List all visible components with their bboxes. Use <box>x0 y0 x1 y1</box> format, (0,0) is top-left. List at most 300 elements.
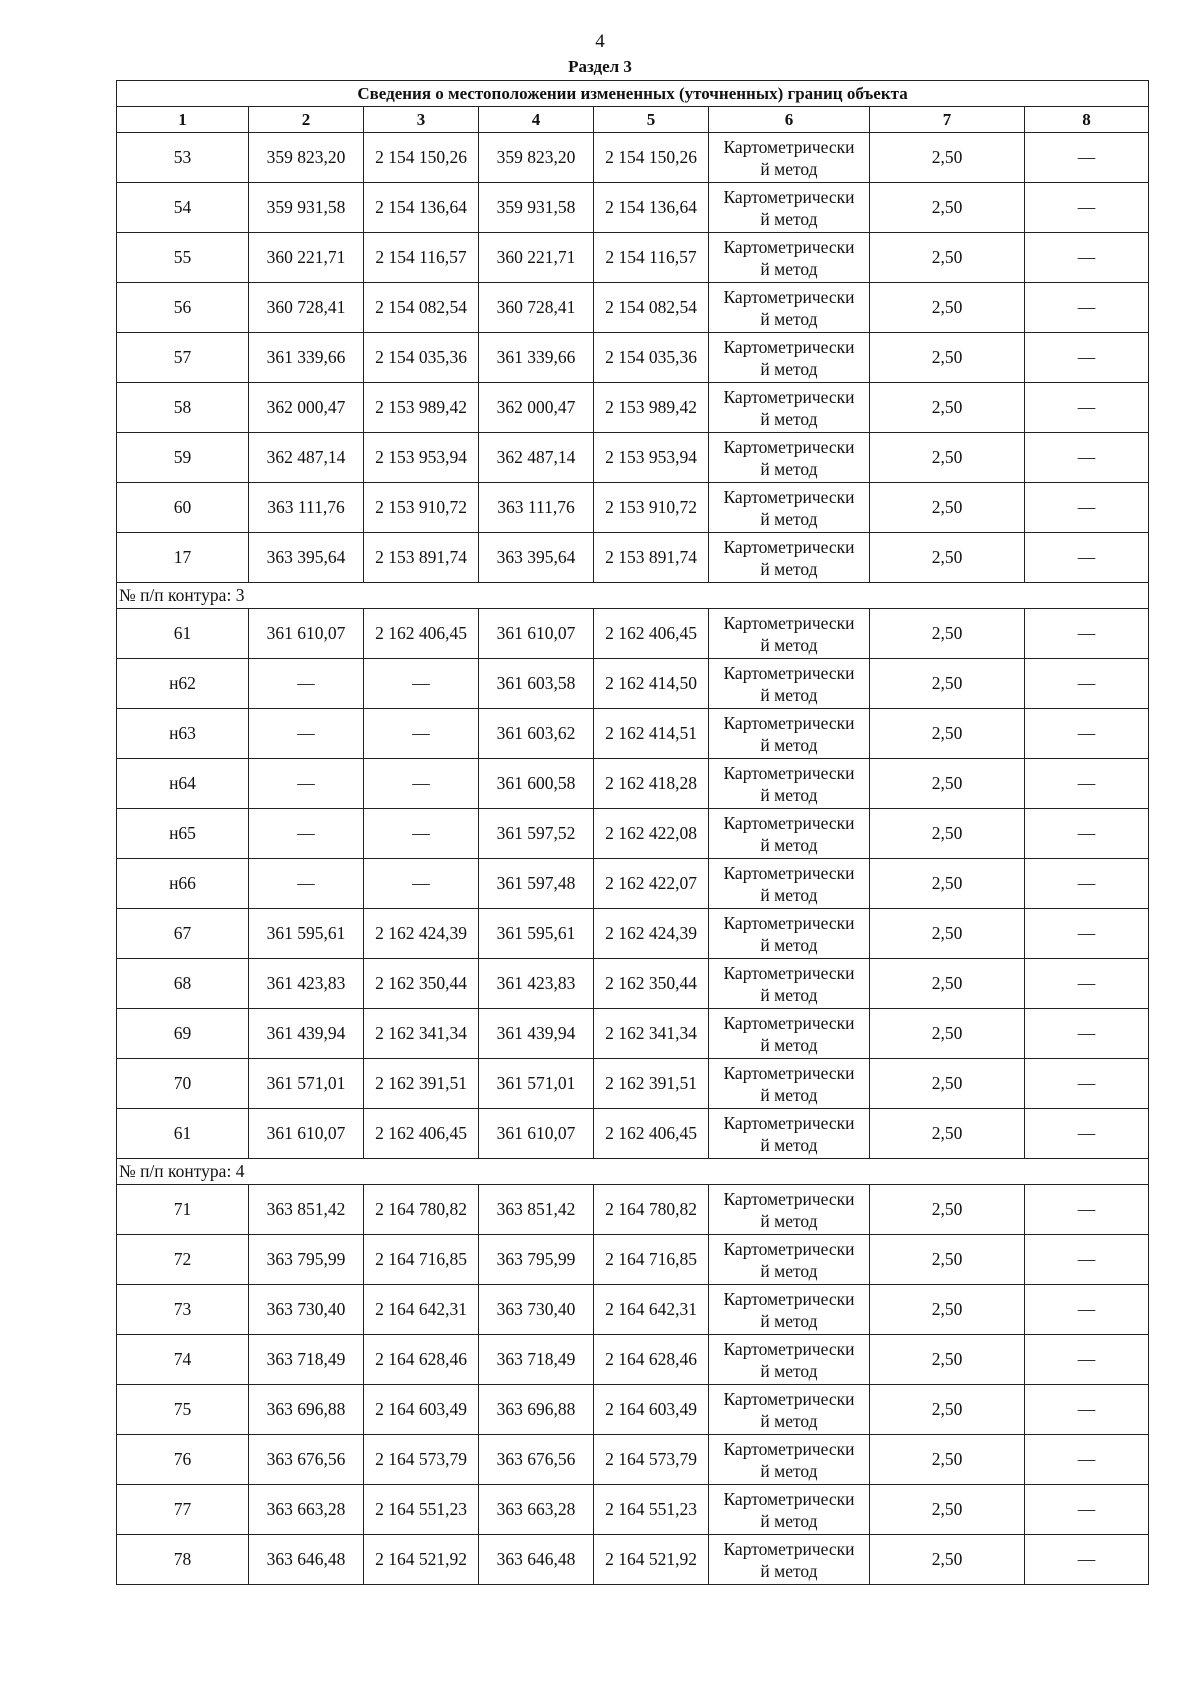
point-number-cell: 56 <box>117 283 249 333</box>
table-row <box>117 233 1149 283</box>
point-number-cell: 61 <box>117 609 249 659</box>
existing-x-cell: 363 111,76 <box>249 483 364 533</box>
accuracy-cell: 2,50 <box>870 533 1025 583</box>
point-number-cell: 76 <box>117 1435 249 1485</box>
refined-y-cell: 2 164 521,92 <box>594 1535 709 1585</box>
accuracy-cell: 2,50 <box>870 1335 1025 1385</box>
existing-y-cell: 2 164 603,49 <box>364 1385 479 1435</box>
accuracy-cell: 2,50 <box>870 859 1025 909</box>
method-cell <box>709 183 870 233</box>
refined-x-cell: 361 571,01 <box>479 1059 594 1109</box>
method-line: Картометрически <box>723 286 855 307</box>
table-row <box>117 809 1149 859</box>
existing-y-cell: — <box>364 809 479 859</box>
note-cell: — <box>1025 709 1149 759</box>
accuracy-cell: 2,50 <box>870 759 1025 809</box>
refined-x-cell: 361 610,07 <box>479 609 594 659</box>
refined-y-cell: 2 162 422,07 <box>594 859 709 909</box>
existing-y-cell: 2 162 406,45 <box>364 609 479 659</box>
column-header-row <box>117 107 1149 133</box>
existing-x-cell: 361 571,01 <box>249 1059 364 1109</box>
note-cell: — <box>1025 433 1149 483</box>
table-body <box>117 81 1149 1585</box>
method-line: й метод <box>760 1360 818 1381</box>
method-cell <box>709 659 870 709</box>
method-line: Картометрически <box>723 812 855 833</box>
accuracy-cell: 2,50 <box>870 1109 1025 1159</box>
refined-x-cell: 361 439,94 <box>479 1009 594 1059</box>
table-row <box>117 709 1149 759</box>
point-number-cell: 69 <box>117 1009 249 1059</box>
refined-x-cell: 361 339,66 <box>479 333 594 383</box>
method-cell <box>709 383 870 433</box>
refined-y-cell: 2 154 035,36 <box>594 333 709 383</box>
note-cell: — <box>1025 183 1149 233</box>
method-line: й метод <box>760 258 818 279</box>
method-line: й метод <box>760 1410 818 1431</box>
note-cell: — <box>1025 959 1149 1009</box>
existing-x-cell: 363 646,48 <box>249 1535 364 1585</box>
refined-x-cell: 360 728,41 <box>479 283 594 333</box>
point-number-cell: 67 <box>117 909 249 959</box>
note-cell: — <box>1025 1485 1149 1535</box>
method-line: Картометрически <box>723 1012 855 1033</box>
method-line: Картометрически <box>723 136 855 157</box>
table-row <box>117 1435 1149 1485</box>
existing-x-cell: 363 395,64 <box>249 533 364 583</box>
method-line: Картометрически <box>723 536 855 557</box>
point-number-cell: н66 <box>117 859 249 909</box>
point-number-cell: 54 <box>117 183 249 233</box>
accuracy-cell: 2,50 <box>870 1385 1025 1435</box>
method-cell <box>709 859 870 909</box>
method-line: Картометрически <box>723 1288 855 1309</box>
existing-y-cell: — <box>364 859 479 909</box>
note-cell: — <box>1025 333 1149 383</box>
method-cell <box>709 333 870 383</box>
column-header: 3 <box>364 107 479 133</box>
refined-y-cell: 2 154 116,57 <box>594 233 709 283</box>
accuracy-cell: 2,50 <box>870 133 1025 183</box>
refined-y-cell: 2 154 150,26 <box>594 133 709 183</box>
table-row <box>117 859 1149 909</box>
method-cell <box>709 1059 870 1109</box>
accuracy-cell: 2,50 <box>870 809 1025 859</box>
refined-y-cell: 2 162 414,51 <box>594 709 709 759</box>
existing-y-cell: 2 164 521,92 <box>364 1535 479 1585</box>
note-cell: — <box>1025 759 1149 809</box>
accuracy-cell: 2,50 <box>870 333 1025 383</box>
refined-y-cell: 2 153 891,74 <box>594 533 709 583</box>
method-cell <box>709 1285 870 1335</box>
method-line: Картометрически <box>723 1112 855 1133</box>
method-cell <box>709 909 870 959</box>
refined-x-cell: 361 597,48 <box>479 859 594 909</box>
method-line: Картометрически <box>723 186 855 207</box>
existing-x-cell: 361 339,66 <box>249 333 364 383</box>
method-cell <box>709 759 870 809</box>
existing-y-cell: 2 164 551,23 <box>364 1485 479 1535</box>
existing-x-cell: 363 730,40 <box>249 1285 364 1335</box>
note-cell: — <box>1025 133 1149 183</box>
accuracy-cell: 2,50 <box>870 1285 1025 1335</box>
existing-x-cell: 363 696,88 <box>249 1385 364 1435</box>
method-cell <box>709 1535 870 1585</box>
existing-y-cell: 2 162 350,44 <box>364 959 479 1009</box>
refined-x-cell: 363 795,99 <box>479 1235 594 1285</box>
note-cell: — <box>1025 809 1149 859</box>
existing-x-cell: 362 000,47 <box>249 383 364 433</box>
note-cell: — <box>1025 659 1149 709</box>
method-line: й метод <box>760 308 818 329</box>
table-row <box>117 659 1149 709</box>
refined-y-cell: 2 162 406,45 <box>594 1109 709 1159</box>
column-header: 4 <box>479 107 594 133</box>
refined-x-cell: 361 597,52 <box>479 809 594 859</box>
method-cell <box>709 1435 870 1485</box>
accuracy-cell: 2,50 <box>870 1009 1025 1059</box>
refined-x-cell: 361 603,62 <box>479 709 594 759</box>
contour-label: № п/п контура: 4 <box>117 1159 1149 1185</box>
existing-x-cell: 363 663,28 <box>249 1485 364 1535</box>
method-cell <box>709 533 870 583</box>
refined-x-cell: 361 595,61 <box>479 909 594 959</box>
refined-y-cell: 2 162 350,44 <box>594 959 709 1009</box>
method-cell <box>709 1009 870 1059</box>
refined-x-cell: 363 663,28 <box>479 1485 594 1535</box>
refined-y-cell: 2 154 136,64 <box>594 183 709 233</box>
refined-x-cell: 363 111,76 <box>479 483 594 533</box>
note-cell: — <box>1025 1109 1149 1159</box>
method-line: Картометрически <box>723 912 855 933</box>
column-header: 5 <box>594 107 709 133</box>
contour-row <box>117 1159 1149 1185</box>
method-line: й метод <box>760 1034 818 1055</box>
refined-x-cell: 361 603,58 <box>479 659 594 709</box>
method-line: й метод <box>760 734 818 755</box>
accuracy-cell: 2,50 <box>870 483 1025 533</box>
method-line: Картометрически <box>723 712 855 733</box>
existing-y-cell: 2 164 573,79 <box>364 1435 479 1485</box>
contour-row <box>117 583 1149 609</box>
table-row <box>117 1109 1149 1159</box>
refined-y-cell: 2 162 414,50 <box>594 659 709 709</box>
existing-y-cell: 2 164 716,85 <box>364 1235 479 1285</box>
point-number-cell: 71 <box>117 1185 249 1235</box>
existing-x-cell: 363 676,56 <box>249 1435 364 1485</box>
existing-y-cell: 2 164 780,82 <box>364 1185 479 1235</box>
column-header: 8 <box>1025 107 1149 133</box>
table-row <box>117 1285 1149 1335</box>
refined-y-cell: 2 162 391,51 <box>594 1059 709 1109</box>
method-line: Картометрически <box>723 862 855 883</box>
note-cell: — <box>1025 483 1149 533</box>
accuracy-cell: 2,50 <box>870 433 1025 483</box>
accuracy-cell: 2,50 <box>870 659 1025 709</box>
refined-y-cell: 2 162 418,28 <box>594 759 709 809</box>
method-line: Картометрически <box>723 486 855 507</box>
existing-x-cell: 363 718,49 <box>249 1335 364 1385</box>
method-line: Картометрически <box>723 762 855 783</box>
table-row <box>117 383 1149 433</box>
existing-x-cell: — <box>249 659 364 709</box>
refined-x-cell: 359 823,20 <box>479 133 594 183</box>
existing-y-cell: — <box>364 659 479 709</box>
accuracy-cell: 2,50 <box>870 383 1025 433</box>
accuracy-cell: 2,50 <box>870 283 1025 333</box>
table-row <box>117 1235 1149 1285</box>
existing-x-cell: — <box>249 759 364 809</box>
method-cell <box>709 433 870 483</box>
contour-label: № п/п контура: 3 <box>117 583 1149 609</box>
refined-y-cell: 2 162 422,08 <box>594 809 709 859</box>
refined-x-cell: 363 646,48 <box>479 1535 594 1585</box>
method-line: Картометрически <box>723 612 855 633</box>
existing-y-cell: 2 162 406,45 <box>364 1109 479 1159</box>
method-line: й метод <box>760 1310 818 1331</box>
point-number-cell: 73 <box>117 1285 249 1335</box>
note-cell: — <box>1025 909 1149 959</box>
refined-x-cell: 361 610,07 <box>479 1109 594 1159</box>
refined-x-cell: 363 676,56 <box>479 1435 594 1485</box>
existing-y-cell: 2 153 953,94 <box>364 433 479 483</box>
point-number-cell: н62 <box>117 659 249 709</box>
method-line: Картометрически <box>723 236 855 257</box>
existing-x-cell: 361 423,83 <box>249 959 364 1009</box>
existing-x-cell: 361 595,61 <box>249 909 364 959</box>
point-number-cell: 75 <box>117 1385 249 1435</box>
existing-x-cell: 363 851,42 <box>249 1185 364 1235</box>
column-header: 7 <box>870 107 1025 133</box>
method-cell <box>709 1485 870 1535</box>
method-line: Картометрически <box>723 1388 855 1409</box>
table-row <box>117 609 1149 659</box>
refined-y-cell: 2 162 406,45 <box>594 609 709 659</box>
existing-y-cell: 2 164 628,46 <box>364 1335 479 1385</box>
existing-y-cell: 2 154 116,57 <box>364 233 479 283</box>
method-cell <box>709 709 870 759</box>
refined-x-cell: 363 395,64 <box>479 533 594 583</box>
note-cell: — <box>1025 1285 1149 1335</box>
table-row <box>117 1059 1149 1109</box>
existing-y-cell: 2 154 082,54 <box>364 283 479 333</box>
note-cell: — <box>1025 233 1149 283</box>
method-line: Картометрически <box>723 336 855 357</box>
method-cell <box>709 1109 870 1159</box>
table-row <box>117 759 1149 809</box>
method-cell <box>709 483 870 533</box>
boundary-coordinates-table <box>116 80 1149 1585</box>
table-row <box>117 909 1149 959</box>
note-cell: — <box>1025 533 1149 583</box>
existing-y-cell: 2 162 341,34 <box>364 1009 479 1059</box>
method-line: Картометрически <box>723 662 855 683</box>
point-number-cell: 78 <box>117 1535 249 1585</box>
note-cell: — <box>1025 1009 1149 1059</box>
table-row <box>117 959 1149 1009</box>
note-cell: — <box>1025 609 1149 659</box>
table-row <box>117 133 1149 183</box>
existing-x-cell: — <box>249 859 364 909</box>
method-cell <box>709 1385 870 1435</box>
method-line: й метод <box>760 458 818 479</box>
note-cell: — <box>1025 1385 1149 1435</box>
point-number-cell: 57 <box>117 333 249 383</box>
refined-y-cell: 2 164 780,82 <box>594 1185 709 1235</box>
accuracy-cell: 2,50 <box>870 1235 1025 1285</box>
refined-x-cell: 361 600,58 <box>479 759 594 809</box>
existing-y-cell: 2 154 035,36 <box>364 333 479 383</box>
point-number-cell: н63 <box>117 709 249 759</box>
page-number: 4 <box>595 31 605 52</box>
note-cell: — <box>1025 1185 1149 1235</box>
existing-x-cell: 361 610,07 <box>249 609 364 659</box>
existing-y-cell: — <box>364 709 479 759</box>
method-line: й метод <box>760 984 818 1005</box>
method-line: й метод <box>760 834 818 855</box>
existing-y-cell: 2 153 989,42 <box>364 383 479 433</box>
refined-x-cell: 362 000,47 <box>479 383 594 433</box>
accuracy-cell: 2,50 <box>870 909 1025 959</box>
column-header: 1 <box>117 107 249 133</box>
accuracy-cell: 2,50 <box>870 1059 1025 1109</box>
method-line: й метод <box>760 158 818 179</box>
existing-y-cell: 2 162 424,39 <box>364 909 479 959</box>
method-line: Картометрически <box>723 386 855 407</box>
method-line: Картометрически <box>723 1238 855 1259</box>
table-row <box>117 1185 1149 1235</box>
existing-x-cell: — <box>249 709 364 759</box>
refined-y-cell: 2 162 424,39 <box>594 909 709 959</box>
refined-x-cell: 363 718,49 <box>479 1335 594 1385</box>
table-row <box>117 1009 1149 1059</box>
method-line: й метод <box>760 1460 818 1481</box>
section-title: Раздел 3 <box>568 57 632 76</box>
point-number-cell: н65 <box>117 809 249 859</box>
accuracy-cell: 2,50 <box>870 183 1025 233</box>
existing-y-cell: — <box>364 759 479 809</box>
table-row <box>117 1385 1149 1435</box>
refined-y-cell: 2 153 953,94 <box>594 433 709 483</box>
method-cell <box>709 959 870 1009</box>
method-cell <box>709 233 870 283</box>
method-cell <box>709 1185 870 1235</box>
point-number-cell: 53 <box>117 133 249 183</box>
refined-y-cell: 2 164 716,85 <box>594 1235 709 1285</box>
method-line: й метод <box>760 1134 818 1155</box>
point-number-cell: 61 <box>117 1109 249 1159</box>
note-cell: — <box>1025 1435 1149 1485</box>
existing-x-cell: 360 221,71 <box>249 233 364 283</box>
existing-y-cell: 2 154 136,64 <box>364 183 479 233</box>
method-line: Картометрически <box>723 436 855 457</box>
refined-x-cell: 359 931,58 <box>479 183 594 233</box>
method-line: й метод <box>760 408 818 429</box>
existing-y-cell: 2 153 891,74 <box>364 533 479 583</box>
table-row <box>117 483 1149 533</box>
refined-x-cell: 363 696,88 <box>479 1385 594 1435</box>
method-line: й метод <box>760 634 818 655</box>
method-line: й метод <box>760 558 818 579</box>
refined-y-cell: 2 164 628,46 <box>594 1335 709 1385</box>
refined-y-cell: 2 164 603,49 <box>594 1385 709 1435</box>
accuracy-cell: 2,50 <box>870 1435 1025 1485</box>
existing-x-cell: 362 487,14 <box>249 433 364 483</box>
method-line: й метод <box>760 508 818 529</box>
method-line: й метод <box>760 1210 818 1231</box>
existing-y-cell: 2 154 150,26 <box>364 133 479 183</box>
method-cell <box>709 1335 870 1385</box>
note-cell: — <box>1025 383 1149 433</box>
point-number-cell: 58 <box>117 383 249 433</box>
refined-y-cell: 2 154 082,54 <box>594 283 709 333</box>
method-cell <box>709 1235 870 1285</box>
table-row <box>117 533 1149 583</box>
table-row <box>117 1485 1149 1535</box>
column-header: 2 <box>249 107 364 133</box>
method-cell <box>709 133 870 183</box>
accuracy-cell: 2,50 <box>870 1485 1025 1535</box>
refined-x-cell: 360 221,71 <box>479 233 594 283</box>
accuracy-cell: 2,50 <box>870 959 1025 1009</box>
method-line: Картометрически <box>723 1438 855 1459</box>
note-cell: — <box>1025 1535 1149 1585</box>
note-cell: — <box>1025 1335 1149 1385</box>
point-number-cell: н64 <box>117 759 249 809</box>
note-cell: — <box>1025 283 1149 333</box>
table-caption-row <box>117 81 1149 107</box>
refined-y-cell: 2 164 573,79 <box>594 1435 709 1485</box>
note-cell: — <box>1025 1235 1149 1285</box>
accuracy-cell: 2,50 <box>870 1535 1025 1585</box>
accuracy-cell: 2,50 <box>870 709 1025 759</box>
method-line: Картометрически <box>723 1538 855 1559</box>
method-line: Картометрически <box>723 1062 855 1083</box>
method-line: й метод <box>760 684 818 705</box>
method-line: й метод <box>760 784 818 805</box>
method-cell <box>709 283 870 333</box>
existing-x-cell: 359 931,58 <box>249 183 364 233</box>
existing-x-cell: 361 610,07 <box>249 1109 364 1159</box>
method-cell <box>709 609 870 659</box>
existing-x-cell: 363 795,99 <box>249 1235 364 1285</box>
method-line: й метод <box>760 1084 818 1105</box>
method-line: Картометрически <box>723 962 855 983</box>
method-line: Картометрически <box>723 1188 855 1209</box>
method-cell <box>709 809 870 859</box>
existing-x-cell: 359 823,20 <box>249 133 364 183</box>
note-cell: — <box>1025 859 1149 909</box>
refined-y-cell: 2 162 341,34 <box>594 1009 709 1059</box>
method-line: Картометрически <box>723 1488 855 1509</box>
table-row <box>117 183 1149 233</box>
method-line: й метод <box>760 1260 818 1281</box>
refined-x-cell: 363 851,42 <box>479 1185 594 1235</box>
point-number-cell: 60 <box>117 483 249 533</box>
method-line: Картометрически <box>723 1338 855 1359</box>
refined-y-cell: 2 153 910,72 <box>594 483 709 533</box>
existing-x-cell: — <box>249 809 364 859</box>
point-number-cell: 72 <box>117 1235 249 1285</box>
table-row <box>117 1535 1149 1585</box>
method-line: й метод <box>760 1560 818 1581</box>
existing-y-cell: 2 164 642,31 <box>364 1285 479 1335</box>
method-line: й метод <box>760 934 818 955</box>
existing-y-cell: 2 162 391,51 <box>364 1059 479 1109</box>
existing-x-cell: 360 728,41 <box>249 283 364 333</box>
point-number-cell: 74 <box>117 1335 249 1385</box>
note-cell: — <box>1025 1059 1149 1109</box>
